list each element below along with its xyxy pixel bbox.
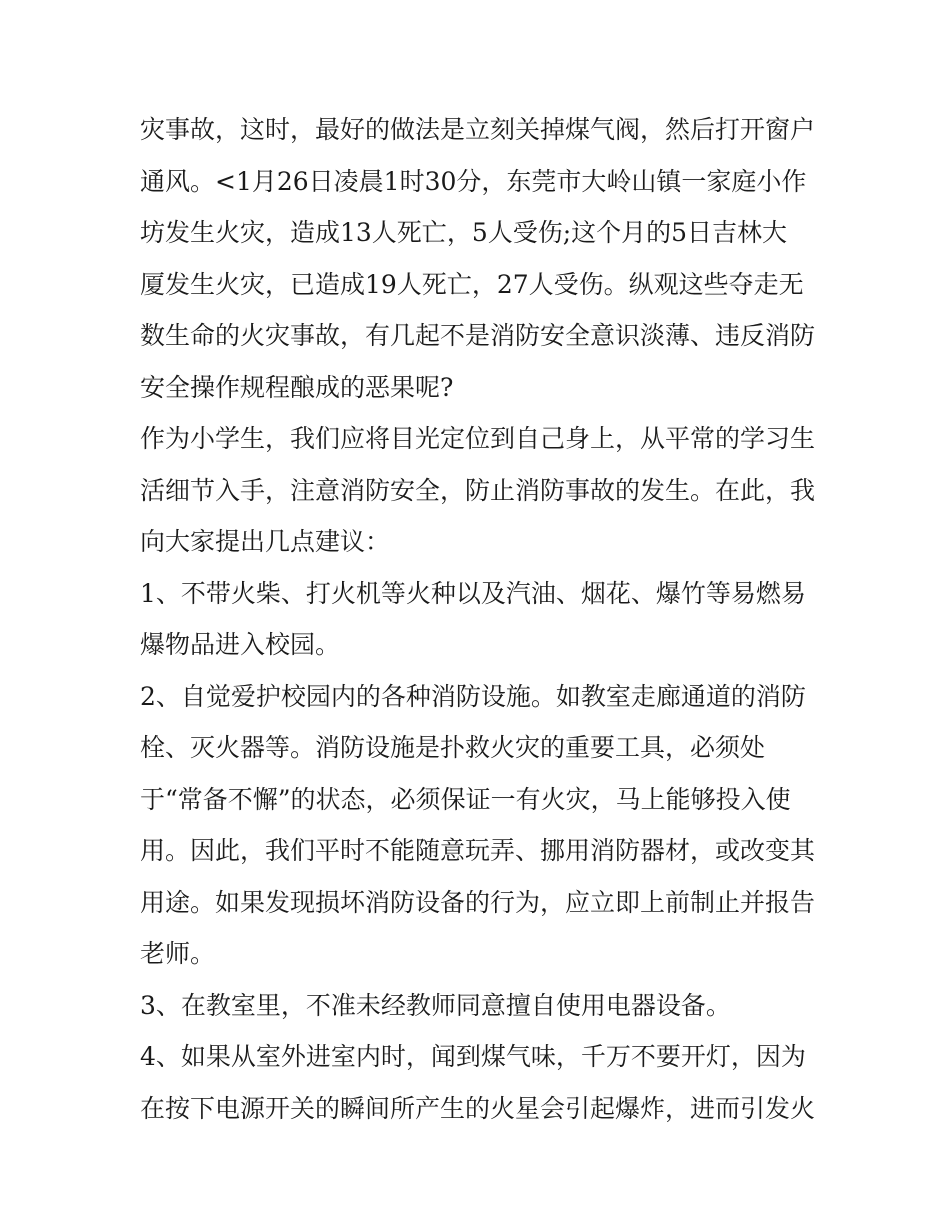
list-item-2-line: 于“常备不懈”的状态，必须保证一有火灾，马上能够投入使 [140,784,791,814]
text-line: 安全操作规程酿成的恶果呢? [140,372,454,402]
list-item-4-line: 在按下电源开关的瞬间所产生的火星会引起爆炸，进而引发火 [140,1093,816,1123]
list-item-4-line: 4、如果从室外进室内时，闻到煤气味，千万不要开灯，因为 [140,1042,806,1071]
list-item-1-line: 1、不带火柴、打火机等火种以及汽油、烟花、爆竹等易燃易 [140,578,806,608]
text-line: 向大家提出几点建议： [140,527,391,556]
list-item-1-line: 爆物品进入校园。 [140,630,341,659]
document-body [140,104,820,1134]
text-line: 活细节入手，注意消防安全，防止消防事故的发生。在此，我 [140,475,816,505]
list-item-2-line: 老师。 [140,939,216,968]
list-item-2-line: 栓、灭火器等。消防设施是扑救火灾的重要工具，必须处 [140,733,766,762]
text-line: 灾事故，这时，最好的做法是立刻关掉煤气阀，然后打开窗户 [140,115,816,144]
list-item-2-line: 用。因此，我们平时不能随意玩弄、挪用消防器材，或改变其 [140,836,816,865]
text-line: 厦发生火灾，已造成19人死亡，27人受伤。纵观这些夺走无 [140,269,804,299]
text-line: 坊发生火灾，造成13人死亡，5人受伤;这个月的5日吉林大 [140,218,788,247]
list-item-2-line: 用途。如果发现损坏消防设备的行为，应立即上前制止并报告 [140,887,816,917]
list-item-2-line: 2、自觉爱护校园内的各种消防设施。如教室走廊通道的消防 [140,681,806,711]
text-line: 作为小学生，我们应将目光定位到自己身上，从平常的学习生 [140,424,816,453]
text-line: 通风。<1月26日凌晨1时30分，东莞市大岭山镇一家庭小作 [140,166,807,196]
list-item-3-line: 3、在教室里，不准未经教师同意擅自使用电器设备。 [140,990,731,1020]
text-line: 数生命的火灾事故，有几起不是消防安全意识淡薄、违反消防 [140,321,816,350]
